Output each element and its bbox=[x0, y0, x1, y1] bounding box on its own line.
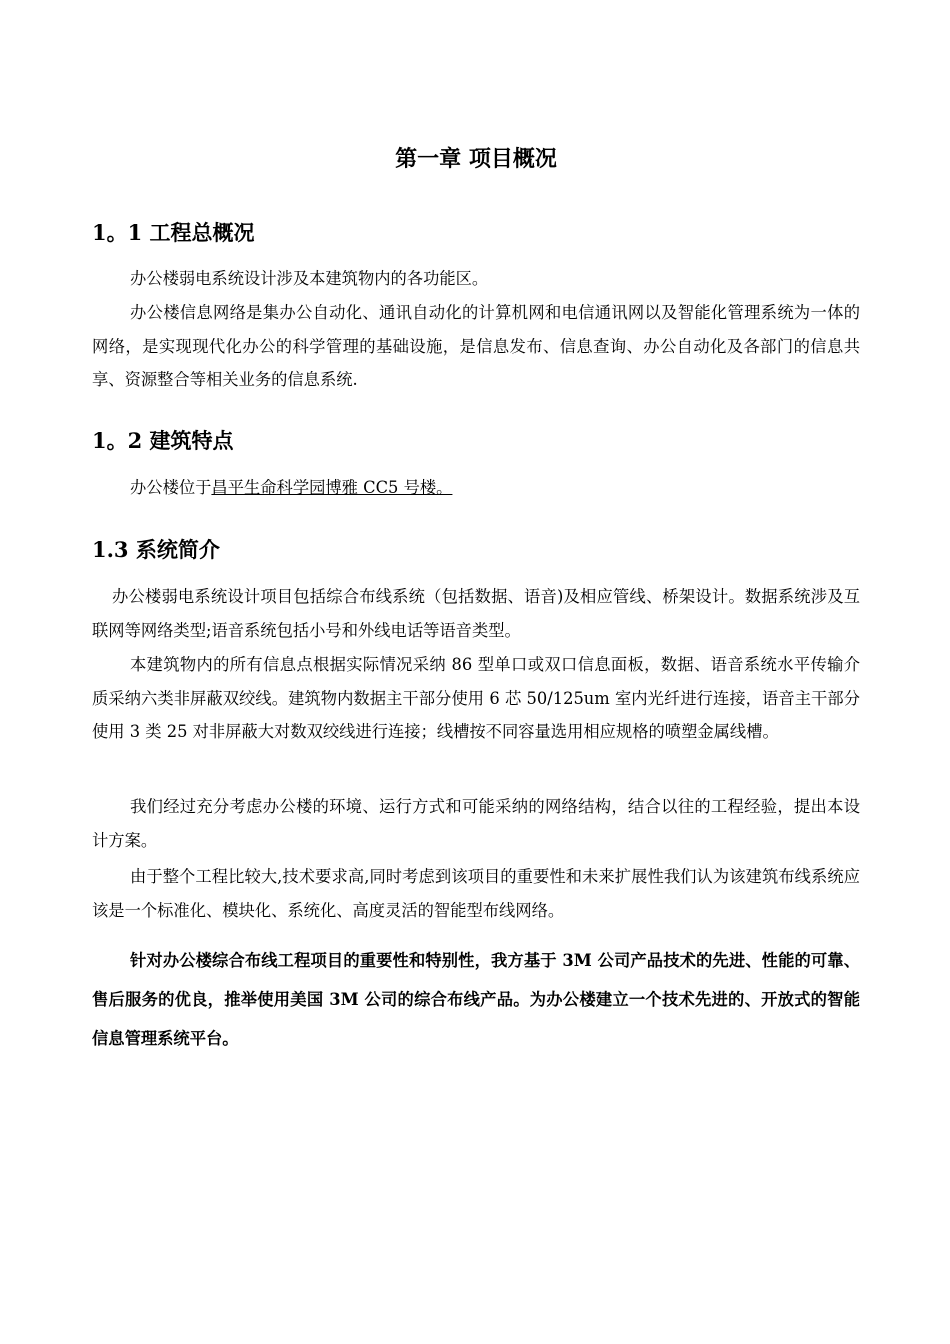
chapter-title: 第一章 项目概况 bbox=[395, 146, 557, 172]
location-underlined: 昌平生命科学园博雅 CC5 号楼。 bbox=[211, 478, 453, 497]
paragraph: 办公楼弱电系统设计项目包括综合布线系统（包括数据、语音)及相应管线、桥架设计。数据系统涉及互联网等网络类型;语音系统包括小号和外线电话等语音类型。 bbox=[92, 587, 860, 640]
section-heading-1-1: 1。1 工程总概况 bbox=[92, 220, 255, 245]
location-prefix: 办公楼位于 bbox=[130, 478, 212, 497]
building-location-paragraph bbox=[92, 471, 860, 505]
paragraph: 办公楼弱电系统设计涉及本建筑物内的各功能区。 bbox=[130, 269, 489, 288]
bold-recommendation-paragraph: 针对办公楼综合布线工程项目的重要性和特别性，我方基于 3M 公司产品技术的先进、性能的可靠、售后服务的优良，推举使用美国 3M 公司的综合布线产品。为办公楼建立一个技术先进的、开放式的智能信息管理系统平台。 bbox=[92, 951, 860, 1048]
section-heading-1-2: 1。2 建筑特点 bbox=[92, 428, 234, 453]
paragraph: 由于整个工程比较大,技术要求高,同时考虑到该项目的重要性和未来扩展性我们认为该建筑布线系统应该是一个标准化、模块化、系统化、高度灵活的智能型布线网络。 bbox=[92, 867, 860, 920]
paragraph: 我们经过充分考虑办公楼的环境、运行方式和可能采纳的网络结构，结合以往的工程经验，提出本设计方案。 bbox=[92, 797, 860, 850]
section-heading-1-3: 1.3 系统简介 bbox=[92, 537, 220, 562]
paragraph: 本建筑物内的所有信息点根据实际情况采纳 86 型单口或双口信息面板，数据、语音系统水平传输介质采纳六类非屏蔽双绞线。建筑物内数据主干部分使用 6 芯 50/125um 室内光纤进行连接，语音主干部分使用 3 类 25 对非屏蔽大对数双绞线进行连接；线槽按不同容量选用相应规格的喷塑金属线槽。 bbox=[92, 655, 860, 741]
paragraph: 办公楼信息网络是集办公自动化、通讯自动化的计算机网和电信通讯网以及智能化管理系统为一体的网络，是实现现代化办公的科学管理的基础设施，是信息发布、信息查询、办公自动化及各部门的信息共享、资源整合等相关业务的信息系统. bbox=[92, 303, 860, 389]
